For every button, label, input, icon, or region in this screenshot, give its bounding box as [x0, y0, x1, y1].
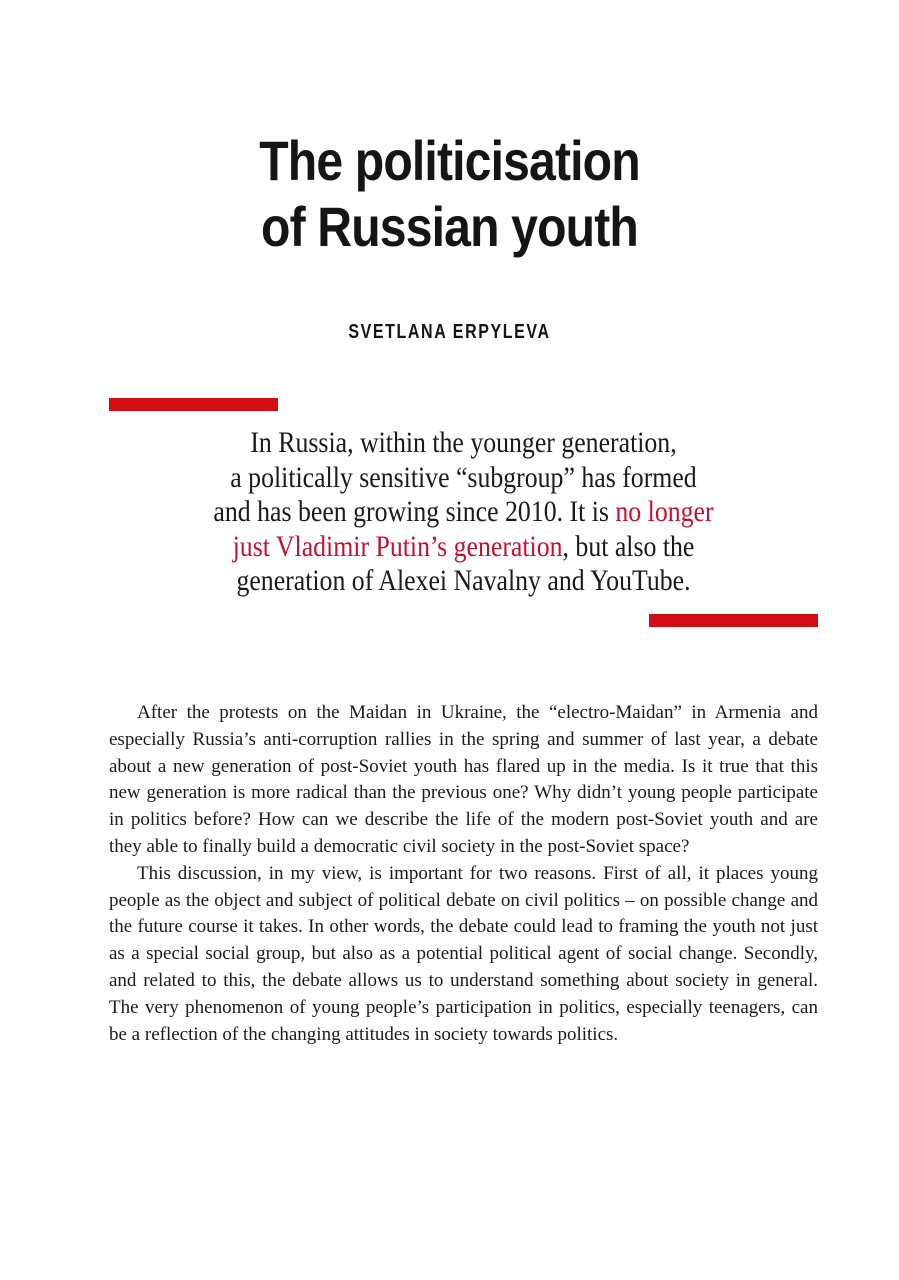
title-line-1: The politicisation — [259, 129, 640, 192]
author-byline: SVETLANA ERPYLEVA — [348, 321, 551, 343]
title-line-2: of Russian youth — [261, 195, 638, 258]
article-title — [63, 128, 836, 260]
pull-quote-highlight-1: no longer — [615, 495, 714, 528]
pull-quote-line-2: a politically sensitive “subgroup” has formed — [230, 460, 697, 494]
pull-quote-line-5: generation of Alexei Navalny and YouTube. — [236, 564, 691, 597]
pull-quote-line-1: In Russia, within the younger generation, — [250, 426, 677, 459]
body-paragraph-1: After the protests on the Maidan in Ukraine, the “electro-Maidan” in Armenia and especially Russia’s anti-corruption rallies in the spring and summer of last year, a debate about a new generation of post-Soviet youth has flared up in the media. Is it true that this new generation is more radical than the previous one? Why didn’t young people participate in politics before? How can we describe the life of the modern post-Soviet youth and are they able to finally build a democratic civil society in the post-Soviet space? — [109, 702, 818, 857]
pull-quote-line-3 — [159, 495, 769, 530]
accent-bar-right — [649, 614, 818, 627]
pull-quote-line-4 — [159, 530, 769, 565]
pull-quote-line-3-text: and has been growing since 2010. It is — [213, 495, 616, 528]
pull-quote-line-4-text: , but also the — [562, 529, 695, 563]
accent-bar-left — [109, 398, 278, 411]
body-paragraph-2: This discussion, in my view, is important for two reasons. First of all, it places young people as the object and subject of political debate on civil politics – on possible change and the future course it takes. In other words, the debate could lead to framing the youth not just as a special social group, but also as a potential political agent of social change. Secondly, and related to this, the debate allows us to understand something about society in general. The very phenomenon of young people’s participation in politics, especially teenagers, can be a reflection of the changing attitudes in society towards politics. — [109, 862, 818, 1045]
article-body — [109, 700, 818, 1048]
pull-quote — [159, 426, 769, 599]
pull-quote-highlight-2: just Vladimir Putin’s generation — [232, 529, 563, 563]
